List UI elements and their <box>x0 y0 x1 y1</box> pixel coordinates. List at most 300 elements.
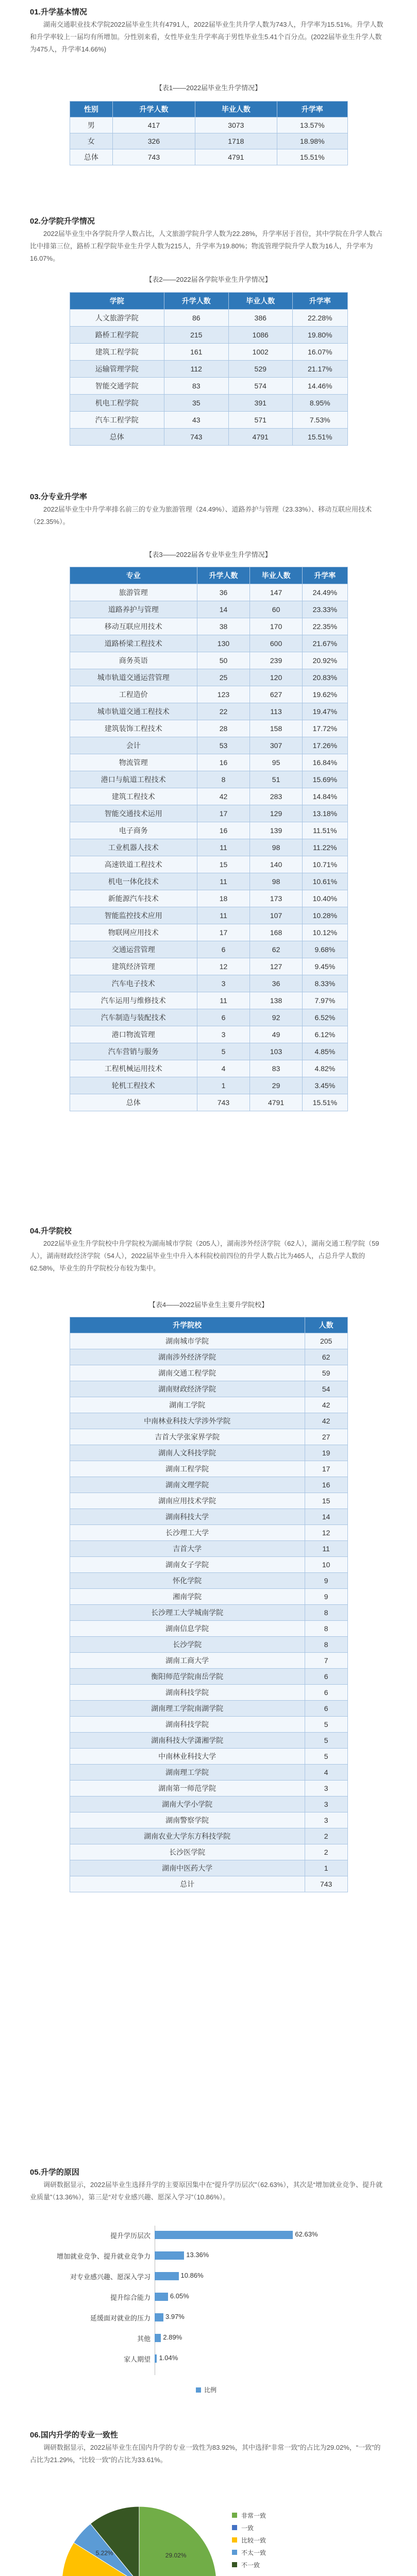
table-row <box>70 1026 347 1043</box>
table-row <box>70 941 347 958</box>
table-cell: 19 <box>305 1445 347 1461</box>
table-row <box>70 975 347 992</box>
table-cell: 6 <box>305 1701 347 1717</box>
table-cell: 161 <box>164 344 228 361</box>
table-cell: 120 <box>250 669 303 686</box>
table-cell: 11 <box>197 839 249 856</box>
table-cell: 25 <box>197 669 249 686</box>
table-cell: 743 <box>164 429 228 446</box>
table-cell: 人文旅游学院 <box>70 310 164 327</box>
table-cell: 湘南学院 <box>70 1589 305 1605</box>
table-row <box>70 635 347 652</box>
table-cell: 95 <box>250 754 303 771</box>
bar <box>155 2313 163 2321</box>
table-row <box>70 1043 347 1060</box>
section-para-6: 调研数据显示，2022届毕业生在国内升学的专业一致性为83.92%，其中选择“非常一致”的占比为29.02%，“一致”的占比为21.29%，“比较一致”的占比为33.61%。 <box>30 2444 381 2464</box>
table-cell: 107 <box>250 907 303 924</box>
bar-category-label: 家人期望 <box>123 2355 151 2363</box>
bar-value-label: 6.05% <box>170 2292 189 2300</box>
table-cell: 汽车制造与装配技术 <box>70 1009 197 1026</box>
table-cell: 22.35% <box>303 618 347 635</box>
table-cell: 42 <box>197 788 249 805</box>
table-cell: 道路桥梁工程技术 <box>70 635 197 652</box>
table-cell: 147 <box>250 584 303 601</box>
legend-swatch <box>196 2387 201 2393</box>
table-row <box>70 1797 347 1812</box>
table-cell: 326 <box>113 133 195 149</box>
table-row <box>70 1509 347 1525</box>
table-cell: 743 <box>197 1094 249 1111</box>
pie-slice-label: 29.02% <box>165 2551 187 2559</box>
table-row <box>70 395 347 412</box>
table-row <box>70 1573 347 1589</box>
table-cell: 239 <box>250 652 303 669</box>
table-cell: 交通运营管理 <box>70 941 197 958</box>
reason-bar-chart <box>0 2226 417 2401</box>
section-title-5: 05.升学的原因 <box>30 2168 79 2177</box>
table-cell: 138 <box>250 992 303 1009</box>
table-cell: 140 <box>250 856 303 873</box>
table-cell: 湖南应用技术学院 <box>70 1493 305 1509</box>
table-row <box>70 788 347 805</box>
table-row <box>70 1653 347 1669</box>
table-cell: 9 <box>305 1589 347 1605</box>
table-cell: 电子商务 <box>70 822 197 839</box>
table-cell: 130 <box>197 635 249 652</box>
table-cell: 2 <box>305 1828 347 1844</box>
table-cell: 24.49% <box>303 584 347 601</box>
table-row <box>70 1381 347 1397</box>
pie-slice <box>139 2506 216 2576</box>
table-cell: 湖南科技学院 <box>70 1685 305 1701</box>
table-cell: 51 <box>250 771 303 788</box>
bar <box>155 2272 179 2280</box>
table-cell: 湖南警察学院 <box>70 1812 305 1828</box>
table-cell: 59 <box>305 1365 347 1381</box>
table-cell: 10.40% <box>303 890 347 907</box>
table-cell: 215 <box>164 327 228 344</box>
table-cell: 4.82% <box>303 1060 347 1077</box>
table-cell: 湖南农业大学东方科技学院 <box>70 1828 305 1844</box>
table-cell: 38 <box>197 618 249 635</box>
table-row <box>70 1605 347 1621</box>
table-cell: 127 <box>250 958 303 975</box>
table-row <box>70 1413 347 1429</box>
table-cell: 6 <box>197 1009 249 1026</box>
table-cell: 4 <box>197 1060 249 1077</box>
table-cell: 中南林业科技大学 <box>70 1749 305 1765</box>
bar-value-label: 62.63% <box>295 2230 318 2238</box>
table-cell: 386 <box>228 310 292 327</box>
table-cell: 道路养护与管理 <box>70 601 197 618</box>
table-cell: 智能交通技术运用 <box>70 805 197 822</box>
table-header-cell: 学院 <box>70 293 164 310</box>
table-caption-1: 【表1——2022届毕业生升学情况】 <box>155 84 262 92</box>
table-cell: 3073 <box>195 117 277 133</box>
table-cell: 18 <box>197 890 249 907</box>
legend-swatch <box>232 2537 237 2543</box>
table-row <box>70 890 347 907</box>
table-cell: 23.33% <box>303 601 347 618</box>
table-row <box>70 686 347 703</box>
table-cell: 15.51% <box>303 1094 347 1111</box>
table-cell: 湖南科技大学 <box>70 1509 305 1525</box>
table-row <box>70 1876 347 1892</box>
bar-category-label: 提升综合能力 <box>110 2294 151 2301</box>
table-cell: 3 <box>197 1026 249 1043</box>
table-cell: 21.17% <box>292 361 347 378</box>
section-para-4: 2022届毕业生升学院校中升学院校为湖南城市学院（205人），湖南涉外经济学院（62人），湖南交通工程学院（59人），湖南财政经济学院（54人），2022届毕业生中升入本科院校前四位的升学人数占比为465人，占总升学人数的62.58%，毕业生的升学院校分布较为集中。 <box>30 1240 379 1272</box>
table-cell: 机电一体化技术 <box>70 873 197 890</box>
table-cell: 9 <box>305 1573 347 1589</box>
table-cell: 307 <box>250 737 303 754</box>
table-header-cell: 升学人数 <box>113 101 195 117</box>
bar-value-label: 3.97% <box>165 2313 185 2320</box>
table-cell: 15.69% <box>303 771 347 788</box>
table-cell: 湖南理工学院 <box>70 1765 305 1781</box>
pie-legend-item <box>232 2546 266 2558</box>
table-cell: 574 <box>228 378 292 395</box>
table-row <box>70 1812 347 1828</box>
table-cell: 529 <box>228 361 292 378</box>
table-row <box>70 771 347 788</box>
bar-category-label: 提升学历层次 <box>110 2232 151 2240</box>
table-cell: 22.28% <box>292 310 347 327</box>
table-cell: 50 <box>197 652 249 669</box>
section-para-1: 湖南交通职业技术学院2022届毕业生共有4791人，2022届毕业生共升学人数为743人，升学率为15.51%。升学人数和升学率较上一届均有所增加。分性别来看，女性毕业生升学率高于男性毕业生5.41个百分点。(2022届毕业生升学人数为475人，升学率14.66%) <box>30 21 383 53</box>
table-row <box>70 1637 347 1653</box>
table-cell: 19.62% <box>303 686 347 703</box>
table-cell: 5 <box>197 1043 249 1060</box>
table-cell: 54 <box>305 1381 347 1397</box>
table-row <box>70 601 347 618</box>
table-cell: 98 <box>250 839 303 856</box>
table-cell: 6.12% <box>303 1026 347 1043</box>
table-cell: 9.45% <box>303 958 347 975</box>
table-header-cell: 升学率 <box>292 293 347 310</box>
table-cell: 8 <box>197 771 249 788</box>
table-row <box>70 1844 347 1860</box>
table-row <box>70 584 347 601</box>
table-cell: 10.28% <box>303 907 347 924</box>
table-cell: 5 <box>305 1749 347 1765</box>
table-row <box>70 992 347 1009</box>
bar <box>155 2334 161 2342</box>
table-cell: 170 <box>250 618 303 635</box>
table-cell: 路桥工程学院 <box>70 327 164 344</box>
table-cell: 83 <box>250 1060 303 1077</box>
table-header-cell: 升学率 <box>303 567 347 584</box>
table-cell: 27 <box>305 1429 347 1445</box>
table-cell: 湖南工学院 <box>70 1397 305 1413</box>
table-cell: 14.46% <box>292 378 347 395</box>
table-cell: 62 <box>250 941 303 958</box>
table-cell: 高速铁道工程技术 <box>70 856 197 873</box>
table-cell: 湖南工商大学 <box>70 1653 305 1669</box>
table-cell: 城市轨道交通工程技术 <box>70 703 197 720</box>
table-cell: 移动互联应用技术 <box>70 618 197 635</box>
table-cell: 10.12% <box>303 924 347 941</box>
table-row <box>70 1781 347 1797</box>
table-cell: 4 <box>305 1765 347 1781</box>
table-row <box>70 737 347 754</box>
table-cell: 智能交通学院 <box>70 378 164 395</box>
table-cell: 1 <box>305 1860 347 1876</box>
table-row <box>70 1349 347 1365</box>
table-cell: 11 <box>197 907 249 924</box>
table-cell: 湖南交通工程学院 <box>70 1365 305 1381</box>
table-cell: 36 <box>197 584 249 601</box>
table-cell: 3 <box>197 975 249 992</box>
table-cell: 42 <box>305 1413 347 1429</box>
table-cell: 16 <box>305 1477 347 1493</box>
table-cell: 9.68% <box>303 941 347 958</box>
table-cell: 湖南涉外经济学院 <box>70 1349 305 1365</box>
table-cell: 7.53% <box>292 412 347 429</box>
table-cell: 168 <box>250 924 303 941</box>
table-cell: 283 <box>250 788 303 805</box>
table-cell: 物联网应用技术 <box>70 924 197 941</box>
table-cell: 112 <box>164 361 228 378</box>
table-cell: 15.51% <box>277 149 347 165</box>
section-title-4: 04.升学院校 <box>30 1227 72 1235</box>
table-cell: 湖南人文科技学院 <box>70 1445 305 1461</box>
table-row <box>70 1669 347 1685</box>
table-row <box>70 412 347 429</box>
table-cell: 智能监控技术应用 <box>70 907 197 924</box>
table-cell: 吉首大学张家界学院 <box>70 1429 305 1445</box>
bar-legend-label: 比例 <box>204 2386 217 2394</box>
table-cell: 103 <box>250 1043 303 1060</box>
table-cell: 29 <box>250 1077 303 1094</box>
table-caption-4: 【表4——2022届毕业生主要升学院校】 <box>148 1301 269 1309</box>
table-cell: 3.45% <box>303 1077 347 1094</box>
table-row <box>70 327 347 344</box>
table-cell: 建筑装饰工程技术 <box>70 720 197 737</box>
table-caption-2: 【表2——2022届各学院毕业生升学情况】 <box>145 276 272 283</box>
section-title-2: 02.分学院升学情况 <box>30 217 95 226</box>
table-cell: 6.52% <box>303 1009 347 1026</box>
table-cell: 汽车营销与服务 <box>70 1043 197 1060</box>
table-row <box>70 822 347 839</box>
table-cell: 中南林业科技大学涉外学院 <box>70 1413 305 1429</box>
table-cell: 12 <box>197 958 249 975</box>
section-title-6: 06.国内升学的专业一致性 <box>30 2431 118 2439</box>
table-cell: 4.85% <box>303 1043 347 1060</box>
table-cell: 139 <box>250 822 303 839</box>
table-cell: 123 <box>197 686 249 703</box>
table-header-cell: 升学人数 <box>164 293 228 310</box>
table-header-cell: 升学人数 <box>197 567 249 584</box>
table-cell: 19.80% <box>292 327 347 344</box>
table-cell: 7 <box>305 1653 347 1669</box>
table-cell: 总体 <box>70 149 113 165</box>
table-cell: 627 <box>250 686 303 703</box>
legend-swatch <box>232 2513 237 2518</box>
table-cell: 20.83% <box>303 669 347 686</box>
table-row <box>70 1733 347 1749</box>
table-cell: 5 <box>305 1717 347 1733</box>
bar <box>155 2251 184 2260</box>
table-cell: 湖南第一师范学院 <box>70 1781 305 1797</box>
table-cell: 129 <box>250 805 303 822</box>
table-row <box>70 839 347 856</box>
bar-value-label: 10.86% <box>180 2272 204 2279</box>
legend-label: 一致 <box>241 2524 254 2532</box>
table-row <box>70 652 347 669</box>
legend-label: 不一致 <box>241 2561 260 2569</box>
table-row <box>70 1493 347 1509</box>
table-cell: 62 <box>305 1349 347 1365</box>
table-cell: 417 <box>113 117 195 133</box>
table-header-cell: 人数 <box>305 1317 347 1333</box>
table-row <box>70 1557 347 1573</box>
section-para-3: 2022届毕业生中升学率排名前三的专业为旅游管理（24.49%）、道路养护与管理（23.33%）、移动互联应用技术（22.35%）。 <box>30 505 372 526</box>
legend-label: 不太一致 <box>241 2549 266 2556</box>
table-cell: 10 <box>305 1557 347 1573</box>
table-cell: 42 <box>305 1397 347 1413</box>
table-cell: 28 <box>197 720 249 737</box>
table-cell: 湖南理工学院南湖学院 <box>70 1701 305 1717</box>
table-cell: 5 <box>305 1733 347 1749</box>
table-cell: 17.26% <box>303 737 347 754</box>
table-caption-3: 【表3——2022届各专业毕业生升学情况】 <box>145 551 272 558</box>
table-cell: 13.57% <box>277 117 347 133</box>
table-cell: 4791 <box>250 1094 303 1111</box>
table-row <box>70 1060 347 1077</box>
table-cell: 衡阳师范学院南岳学院 <box>70 1669 305 1685</box>
table-row <box>70 378 347 395</box>
table-cell: 轮机工程技术 <box>70 1077 197 1094</box>
table-row <box>70 805 347 822</box>
table-cell: 743 <box>113 149 195 165</box>
table-row <box>70 1009 347 1026</box>
table-row <box>70 669 347 686</box>
table-cell: 2 <box>305 1844 347 1860</box>
table-cell: 湖南科技学院 <box>70 1717 305 1733</box>
table-row <box>70 133 347 149</box>
pie-legend-item <box>232 2534 266 2546</box>
table-cell: 3 <box>305 1812 347 1828</box>
table-cell: 49 <box>250 1026 303 1043</box>
consistency-pie-chart <box>0 2499 417 2576</box>
table-cell: 长沙医学院 <box>70 1844 305 1860</box>
table-row <box>70 429 347 446</box>
legend-swatch <box>232 2562 237 2567</box>
table-cell: 1002 <box>228 344 292 361</box>
table-row <box>70 924 347 941</box>
table-cell: 城市轨道交通运营管理 <box>70 669 197 686</box>
table-row <box>70 958 347 975</box>
bar-category-label: 增加就业竞争、提升就业竞争力 <box>56 2252 151 2260</box>
table-cell: 建筑工程技术 <box>70 788 197 805</box>
table-row <box>70 1461 347 1477</box>
table-cell: 16 <box>197 754 249 771</box>
table-cell: 港口与航道工程技术 <box>70 771 197 788</box>
table-cell: 16.84% <box>303 754 347 771</box>
table-cell: 6 <box>305 1669 347 1685</box>
table-cell: 98 <box>250 873 303 890</box>
table-cell: 男 <box>70 117 113 133</box>
bar-category-label: 对专业感兴趣、愿深入学习 <box>70 2273 151 2281</box>
table-row <box>70 1621 347 1637</box>
table-row <box>70 720 347 737</box>
table-cell: 7.97% <box>303 992 347 1009</box>
school-table <box>70 1317 348 1892</box>
table-row <box>70 856 347 873</box>
table-cell: 湖南大学小学院 <box>70 1797 305 1812</box>
table-cell: 湖南城市学院 <box>70 1333 305 1349</box>
table-cell: 机电工程学院 <box>70 395 164 412</box>
table-cell: 运输管理学院 <box>70 361 164 378</box>
college-table <box>70 292 348 446</box>
table-cell: 11 <box>305 1541 347 1557</box>
table-cell: 长沙理工大学 <box>70 1525 305 1541</box>
table-row <box>70 361 347 378</box>
pie-legend-item <box>232 2509 266 2521</box>
table-cell: 6 <box>197 941 249 958</box>
table-cell: 10.71% <box>303 856 347 873</box>
table-cell: 建筑经济管理 <box>70 958 197 975</box>
table-row <box>70 618 347 635</box>
table-cell: 17 <box>197 805 249 822</box>
table-cell: 1718 <box>195 133 277 149</box>
table-row <box>70 1717 347 1733</box>
table-cell: 86 <box>164 310 228 327</box>
table-row <box>70 1333 347 1349</box>
table-cell: 18.98% <box>277 133 347 149</box>
table-cell: 20.92% <box>303 652 347 669</box>
table-row <box>70 1477 347 1493</box>
bar-value-label: 13.36% <box>186 2251 209 2259</box>
table-cell: 1 <box>197 1077 249 1094</box>
legend-label: 比较一致 <box>241 2536 266 2544</box>
table-cell: 11 <box>197 992 249 1009</box>
table-row <box>70 1077 347 1094</box>
table-cell: 60 <box>250 601 303 618</box>
bar-category-label: 其他 <box>137 2335 151 2343</box>
table-cell: 4791 <box>228 429 292 446</box>
table-row <box>70 117 347 133</box>
table-cell: 571 <box>228 412 292 429</box>
bar <box>155 2231 293 2239</box>
table-cell: 女 <box>70 133 113 149</box>
bar-category-label: 延缓面对就业的压力 <box>90 2314 151 2322</box>
table-row <box>70 1685 347 1701</box>
table-cell: 15 <box>305 1493 347 1509</box>
table-row <box>70 1701 347 1717</box>
table-cell: 吉首大学 <box>70 1541 305 1557</box>
table-cell: 205 <box>305 1333 347 1349</box>
table-cell: 14 <box>305 1509 347 1525</box>
table-cell: 21.67% <box>303 635 347 652</box>
table-cell: 391 <box>228 395 292 412</box>
table-cell: 长沙学院 <box>70 1637 305 1653</box>
pie-legend-item <box>232 2521 266 2534</box>
table-cell: 汽车工程学院 <box>70 412 164 429</box>
table-cell: 13.18% <box>303 805 347 822</box>
pie-legend <box>232 2509 266 2571</box>
table-row <box>70 1525 347 1541</box>
table-row <box>70 1445 347 1461</box>
table-row <box>70 1749 347 1765</box>
table-cell: 15.51% <box>292 429 347 446</box>
table-cell: 8.95% <box>292 395 347 412</box>
table-cell: 工程造价 <box>70 686 197 703</box>
table-cell: 3 <box>305 1781 347 1797</box>
pie-slice-label: 5.22% <box>95 2549 113 2557</box>
table-cell: 港口物流管理 <box>70 1026 197 1043</box>
